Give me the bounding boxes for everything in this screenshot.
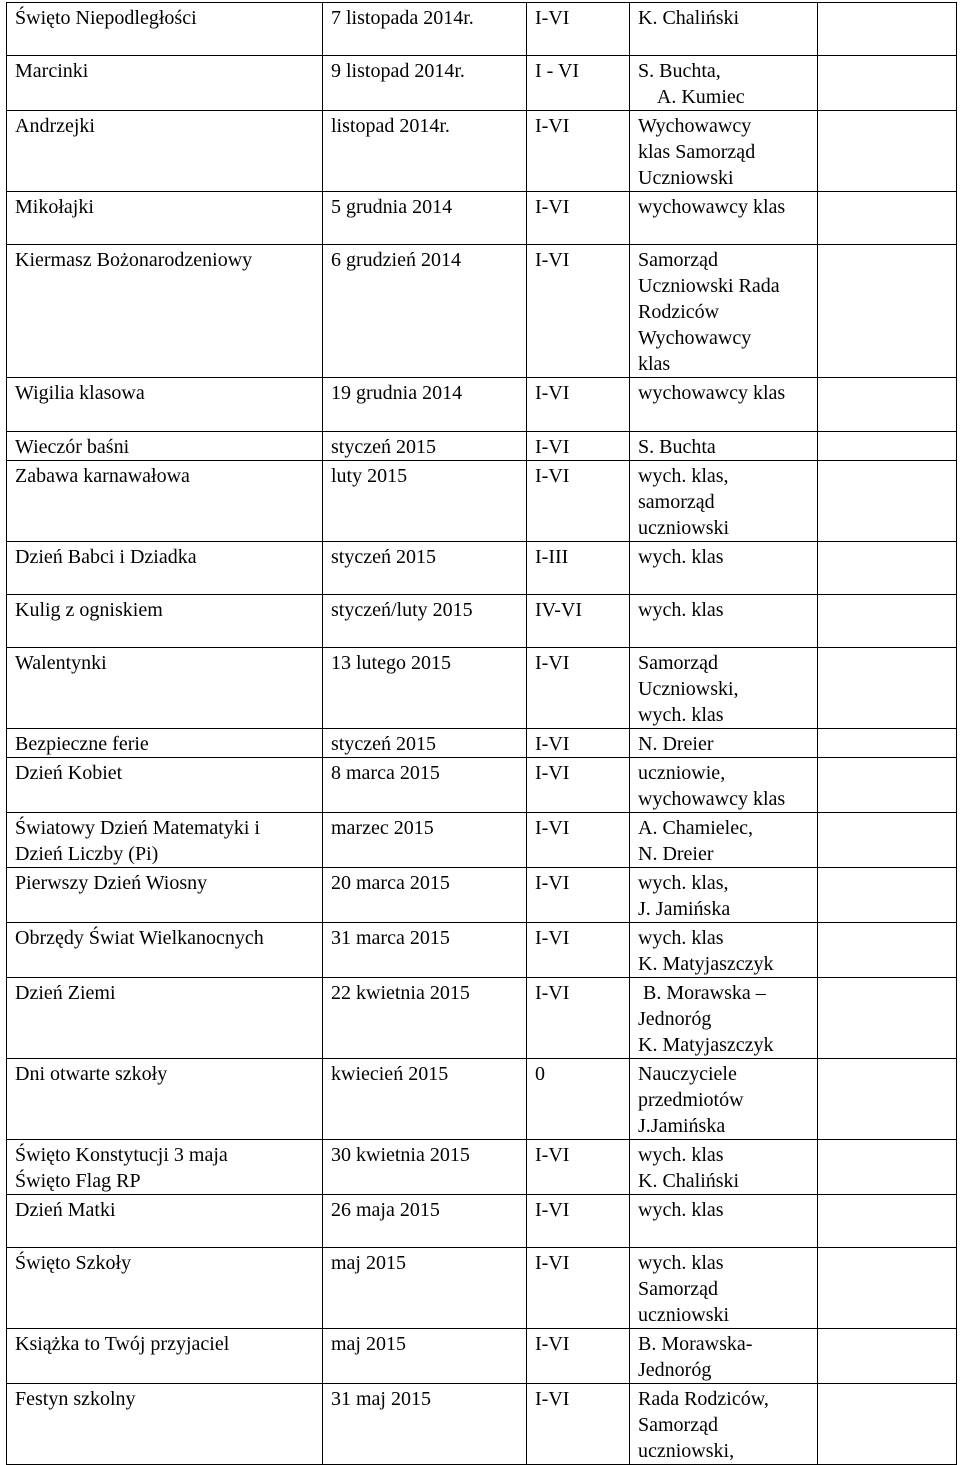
cell-text: I-VI: [535, 465, 570, 487]
cell-text: N. Dreier: [638, 733, 714, 755]
event-responsible-cell: [630, 245, 818, 378]
event-date-cell: [323, 729, 527, 758]
event-date-cell: [323, 978, 527, 1059]
event-date-cell: [323, 378, 527, 432]
empty-notes-cell: [818, 432, 957, 461]
cell-text: 19 grudnia 2014: [331, 382, 463, 404]
cell-text: uczniowie,: [638, 762, 726, 784]
event-responsible-cell: [630, 1248, 818, 1329]
cell-text: Wychowawcy: [638, 327, 752, 349]
cell-text: I-VI: [535, 7, 570, 29]
event-date-cell: [323, 648, 527, 729]
empty-notes-cell: [818, 648, 957, 729]
empty-notes-cell: [818, 978, 957, 1059]
event-responsible-cell: [630, 648, 818, 729]
event-classes-cell: [527, 1140, 630, 1195]
table-row: [7, 978, 957, 1059]
cell-text: 20 marca 2015: [331, 872, 450, 894]
cell-text: styczeń 2015: [331, 436, 436, 458]
event-date-cell: [323, 1329, 527, 1384]
empty-notes-cell: [818, 378, 957, 432]
cell-text: K. Chaliński: [638, 7, 740, 29]
event-classes-cell: [527, 813, 630, 868]
event-responsible-cell: [630, 1059, 818, 1140]
cell-text: uczniowski: [638, 1304, 730, 1326]
empty-notes-cell: [818, 1384, 957, 1465]
cell-text: Dni otwarte szkoły: [15, 1063, 168, 1085]
cell-text: B. Morawska –: [638, 982, 766, 1004]
table-row: [7, 729, 957, 758]
event-name-cell: [7, 595, 323, 648]
cell-text: Festyn szkolny: [15, 1388, 136, 1410]
cell-text: Kulig z ogniskiem: [15, 599, 163, 621]
cell-text: Bezpieczne ferie: [15, 733, 149, 755]
cell-text: I-VI: [535, 1252, 570, 1274]
event-name-cell: [7, 1140, 323, 1195]
empty-notes-cell: [818, 595, 957, 648]
event-date-cell: [323, 245, 527, 378]
event-name-cell: [7, 868, 323, 923]
event-date-cell: [323, 1140, 527, 1195]
table-row: [7, 378, 957, 432]
cell-text: I-VI: [535, 436, 570, 458]
empty-notes-cell: [818, 758, 957, 813]
event-classes-cell: [527, 56, 630, 111]
cell-text: 6 grudzień 2014: [331, 249, 461, 271]
cell-text: wychowawcy klas: [638, 788, 786, 810]
cell-text: Mikołajki: [15, 196, 94, 218]
event-date-cell: [323, 461, 527, 542]
cell-text: klas Samorząd: [638, 141, 756, 163]
event-responsible-cell: [630, 868, 818, 923]
cell-text: S. Buchta,: [638, 60, 721, 82]
event-classes-cell: [527, 729, 630, 758]
cell-text: 31 maj 2015: [331, 1388, 431, 1410]
event-classes-cell: [527, 868, 630, 923]
cell-text: Święto Niepodległości: [15, 7, 197, 29]
cell-text: 8 marca 2015: [331, 762, 440, 784]
cell-text: styczeń 2015: [331, 546, 436, 568]
table-row: [7, 648, 957, 729]
event-name-cell: [7, 648, 323, 729]
cell-text: Wychowawcy: [638, 115, 752, 137]
table-row: [7, 432, 957, 461]
cell-text: wychowawcy klas: [638, 196, 786, 218]
event-classes-cell: [527, 245, 630, 378]
cell-text: wych. klas: [638, 927, 724, 949]
empty-notes-cell: [818, 813, 957, 868]
cell-text: marzec 2015: [331, 817, 434, 839]
cell-text: B. Morawska-: [638, 1333, 753, 1355]
event-classes-cell: [527, 1059, 630, 1140]
table-row: [7, 111, 957, 192]
cell-text: I-VI: [535, 872, 570, 894]
cell-text: I - VI: [535, 60, 580, 82]
cell-text: 0: [535, 1063, 545, 1085]
event-name-cell: [7, 1195, 323, 1248]
cell-text: Książka to Twój przyjaciel: [15, 1333, 230, 1355]
event-responsible-cell: [630, 111, 818, 192]
table-row: [7, 1384, 957, 1465]
cell-text: wych. klas: [638, 704, 724, 726]
cell-text: K. Chaliński: [638, 1170, 740, 1192]
table-row: [7, 192, 957, 245]
cell-text: Walentynki: [15, 652, 107, 674]
event-classes-cell: [527, 432, 630, 461]
empty-notes-cell: [818, 923, 957, 978]
event-classes-cell: [527, 1329, 630, 1384]
event-name-cell: [7, 813, 323, 868]
table-row: [7, 1059, 957, 1140]
cell-text: wych. klas,: [638, 465, 729, 487]
event-name-cell: [7, 378, 323, 432]
cell-text: I-VI: [535, 1388, 570, 1410]
cell-text: kwiecień 2015: [331, 1063, 449, 1085]
table-row: [7, 461, 957, 542]
cell-text: maj 2015: [331, 1333, 406, 1355]
cell-text: I-VI: [535, 1144, 570, 1166]
cell-text: Uczniowski,: [638, 678, 739, 700]
cell-text: wych. klas: [638, 1252, 724, 1274]
event-date-cell: [323, 542, 527, 595]
event-name-cell: [7, 758, 323, 813]
empty-notes-cell: [818, 3, 957, 56]
cell-text: I-VI: [535, 652, 570, 674]
event-classes-cell: [527, 378, 630, 432]
empty-notes-cell: [818, 729, 957, 758]
event-name-cell: [7, 461, 323, 542]
cell-text: Wieczór baśni: [15, 436, 130, 458]
event-date-cell: [323, 111, 527, 192]
cell-text: Wigilia klasowa: [15, 382, 145, 404]
cell-text: przedmiotów: [638, 1089, 744, 1111]
cell-text: wych. klas: [638, 599, 724, 621]
cell-text: K. Matyjaszczyk: [638, 953, 774, 975]
event-name-cell: [7, 1248, 323, 1329]
event-responsible-cell: [630, 542, 818, 595]
event-responsible-cell: [630, 1140, 818, 1195]
cell-text: 31 marca 2015: [331, 927, 450, 949]
cell-text: Samorząd: [638, 1278, 718, 1300]
table-row: [7, 868, 957, 923]
table-row: [7, 813, 957, 868]
event-classes-cell: [527, 1195, 630, 1248]
event-classes-cell: [527, 978, 630, 1059]
event-name-cell: [7, 978, 323, 1059]
table-row: [7, 1248, 957, 1329]
cell-text: Samorząd: [638, 249, 718, 271]
empty-notes-cell: [818, 461, 957, 542]
event-name-cell: [7, 56, 323, 111]
cell-text: luty 2015: [331, 465, 408, 487]
cell-text: 5 grudnia 2014: [331, 196, 453, 218]
cell-text: Pierwszy Dzień Wiosny: [15, 872, 208, 894]
cell-text: wych. klas: [638, 1199, 724, 1221]
cell-text: Zabawa karnawałowa: [15, 465, 190, 487]
event-name-cell: [7, 542, 323, 595]
cell-text: Uczniowski: [638, 167, 734, 189]
cell-text: 22 kwietnia 2015: [331, 982, 470, 1004]
event-name-cell: [7, 192, 323, 245]
cell-text: Dzień Babci i Dziadka: [15, 546, 197, 568]
cell-text: Rodziców: [638, 301, 720, 323]
event-classes-cell: [527, 111, 630, 192]
cell-text: J. Jamińska: [638, 898, 731, 920]
event-name-cell: [7, 923, 323, 978]
table-row: [7, 1195, 957, 1248]
cell-text: listopad 2014r.: [331, 115, 450, 137]
cell-text: 7 listopada 2014r.: [331, 7, 474, 29]
event-date-cell: [323, 758, 527, 813]
cell-text: wych. klas,: [638, 872, 729, 894]
event-classes-cell: [527, 1248, 630, 1329]
event-classes-cell: [527, 1384, 630, 1465]
event-responsible-cell: [630, 978, 818, 1059]
cell-text: Dzień Matki: [15, 1199, 116, 1221]
cell-text: Jednoróg: [638, 1359, 712, 1381]
cell-text: I-VI: [535, 115, 570, 137]
cell-text: I-VI: [535, 1333, 570, 1355]
cell-text: uczniowski,: [638, 1440, 735, 1462]
cell-text: 30 kwietnia 2015: [331, 1144, 470, 1166]
event-name-cell: [7, 1329, 323, 1384]
event-date-cell: [323, 1248, 527, 1329]
cell-text: styczeń 2015: [331, 733, 436, 755]
cell-text: Święto Flag RP: [15, 1170, 141, 1192]
event-date-cell: [323, 595, 527, 648]
cell-text: I-III: [535, 546, 569, 568]
event-date-cell: [323, 432, 527, 461]
cell-text: Dzień Ziemi: [15, 982, 116, 1004]
cell-text: 26 maja 2015: [331, 1199, 440, 1221]
event-classes-cell: [527, 648, 630, 729]
event-responsible-cell: [630, 192, 818, 245]
cell-text: Święto Szkoły: [15, 1252, 132, 1274]
event-date-cell: [323, 1195, 527, 1248]
cell-text: Jednoróg: [638, 1008, 712, 1030]
event-date-cell: [323, 3, 527, 56]
cell-text: Samorząd: [638, 652, 718, 674]
cell-text: S. Buchta: [638, 436, 716, 458]
empty-notes-cell: [818, 1248, 957, 1329]
cell-text: Uczniowski Rada: [638, 275, 780, 297]
cell-text: Andrzejki: [15, 115, 95, 137]
event-name-cell: [7, 245, 323, 378]
event-date-cell: [323, 56, 527, 111]
cell-text: Obrzędy Świat Wielkanocnych: [15, 927, 264, 949]
cell-text: A. Chamielec,: [638, 817, 753, 839]
event-responsible-cell: [630, 758, 818, 813]
event-responsible-cell: [630, 3, 818, 56]
cell-text: I-VI: [535, 733, 570, 755]
event-classes-cell: [527, 3, 630, 56]
cell-text: uczniowski: [638, 517, 730, 539]
event-date-cell: [323, 868, 527, 923]
empty-notes-cell: [818, 1059, 957, 1140]
table-row: [7, 1140, 957, 1195]
event-responsible-cell: [630, 432, 818, 461]
cell-text: 13 lutego 2015: [331, 652, 451, 674]
event-classes-cell: [527, 923, 630, 978]
cell-text: samorząd: [638, 491, 715, 513]
event-name-cell: [7, 1384, 323, 1465]
cell-text: I-VI: [535, 762, 570, 784]
event-responsible-cell: [630, 378, 818, 432]
event-responsible-cell: [630, 923, 818, 978]
cell-text: I-VI: [535, 1199, 570, 1221]
empty-notes-cell: [818, 192, 957, 245]
event-responsible-cell: [630, 729, 818, 758]
table-row: [7, 1329, 957, 1384]
empty-notes-cell: [818, 1329, 957, 1384]
event-date-cell: [323, 923, 527, 978]
cell-text: I-VI: [535, 382, 570, 404]
event-classes-cell: [527, 758, 630, 813]
event-name-cell: [7, 3, 323, 56]
cell-text: Rada Rodziców,: [638, 1388, 769, 1410]
event-responsible-cell: [630, 1384, 818, 1465]
empty-notes-cell: [818, 245, 957, 378]
events-schedule-table: [6, 2, 957, 1465]
table-row: [7, 56, 957, 111]
event-name-cell: [7, 729, 323, 758]
event-name-cell: [7, 1059, 323, 1140]
event-responsible-cell: [630, 813, 818, 868]
event-classes-cell: [527, 461, 630, 542]
table-row: [7, 595, 957, 648]
cell-text: Dzień Kobiet: [15, 762, 123, 784]
cell-text: I-VI: [535, 982, 570, 1004]
schedule-body: [7, 3, 957, 1465]
cell-text: klas: [638, 353, 671, 375]
event-name-cell: [7, 432, 323, 461]
empty-notes-cell: [818, 542, 957, 595]
cell-text: I-VI: [535, 249, 570, 271]
event-responsible-cell: [630, 461, 818, 542]
cell-text: N. Dreier: [638, 843, 714, 865]
cell-text: A. Kumiec: [638, 86, 745, 108]
empty-notes-cell: [818, 1140, 957, 1195]
cell-text: Światowy Dzień Matematyki i: [15, 817, 260, 839]
event-date-cell: [323, 1384, 527, 1465]
empty-notes-cell: [818, 111, 957, 192]
event-classes-cell: [527, 542, 630, 595]
event-name-cell: [7, 111, 323, 192]
cell-text: J.Jamińska: [638, 1115, 726, 1137]
table-row: [7, 758, 957, 813]
table-row: [7, 542, 957, 595]
empty-notes-cell: [818, 868, 957, 923]
event-responsible-cell: [630, 595, 818, 648]
cell-text: K. Matyjaszczyk: [638, 1034, 774, 1056]
cell-text: styczeń/luty 2015: [331, 599, 473, 621]
table-row: [7, 923, 957, 978]
cell-text: Samorząd: [638, 1414, 718, 1436]
cell-text: Kiermasz Bożonarodzeniowy: [15, 249, 253, 271]
event-date-cell: [323, 192, 527, 245]
event-date-cell: [323, 813, 527, 868]
cell-text: wychowawcy klas: [638, 382, 786, 404]
event-classes-cell: [527, 595, 630, 648]
event-responsible-cell: [630, 56, 818, 111]
cell-text: I-VI: [535, 817, 570, 839]
cell-text: wych. klas: [638, 1144, 724, 1166]
event-responsible-cell: [630, 1195, 818, 1248]
empty-notes-cell: [818, 56, 957, 111]
empty-notes-cell: [818, 1195, 957, 1248]
cell-text: maj 2015: [331, 1252, 406, 1274]
cell-text: I-VI: [535, 196, 570, 218]
cell-text: Święto Konstytucji 3 maja: [15, 1144, 228, 1166]
cell-text: Dzień Liczby (Pi): [15, 843, 159, 865]
table-row: [7, 245, 957, 378]
cell-text: Nauczyciele: [638, 1063, 737, 1085]
table-row: [7, 3, 957, 56]
event-responsible-cell: [630, 1329, 818, 1384]
cell-text: IV-VI: [535, 599, 583, 621]
cell-text: 9 listopad 2014r.: [331, 60, 465, 82]
cell-text: Marcinki: [15, 60, 89, 82]
event-date-cell: [323, 1059, 527, 1140]
cell-text: I-VI: [535, 927, 570, 949]
event-classes-cell: [527, 192, 630, 245]
cell-text: wych. klas: [638, 546, 724, 568]
